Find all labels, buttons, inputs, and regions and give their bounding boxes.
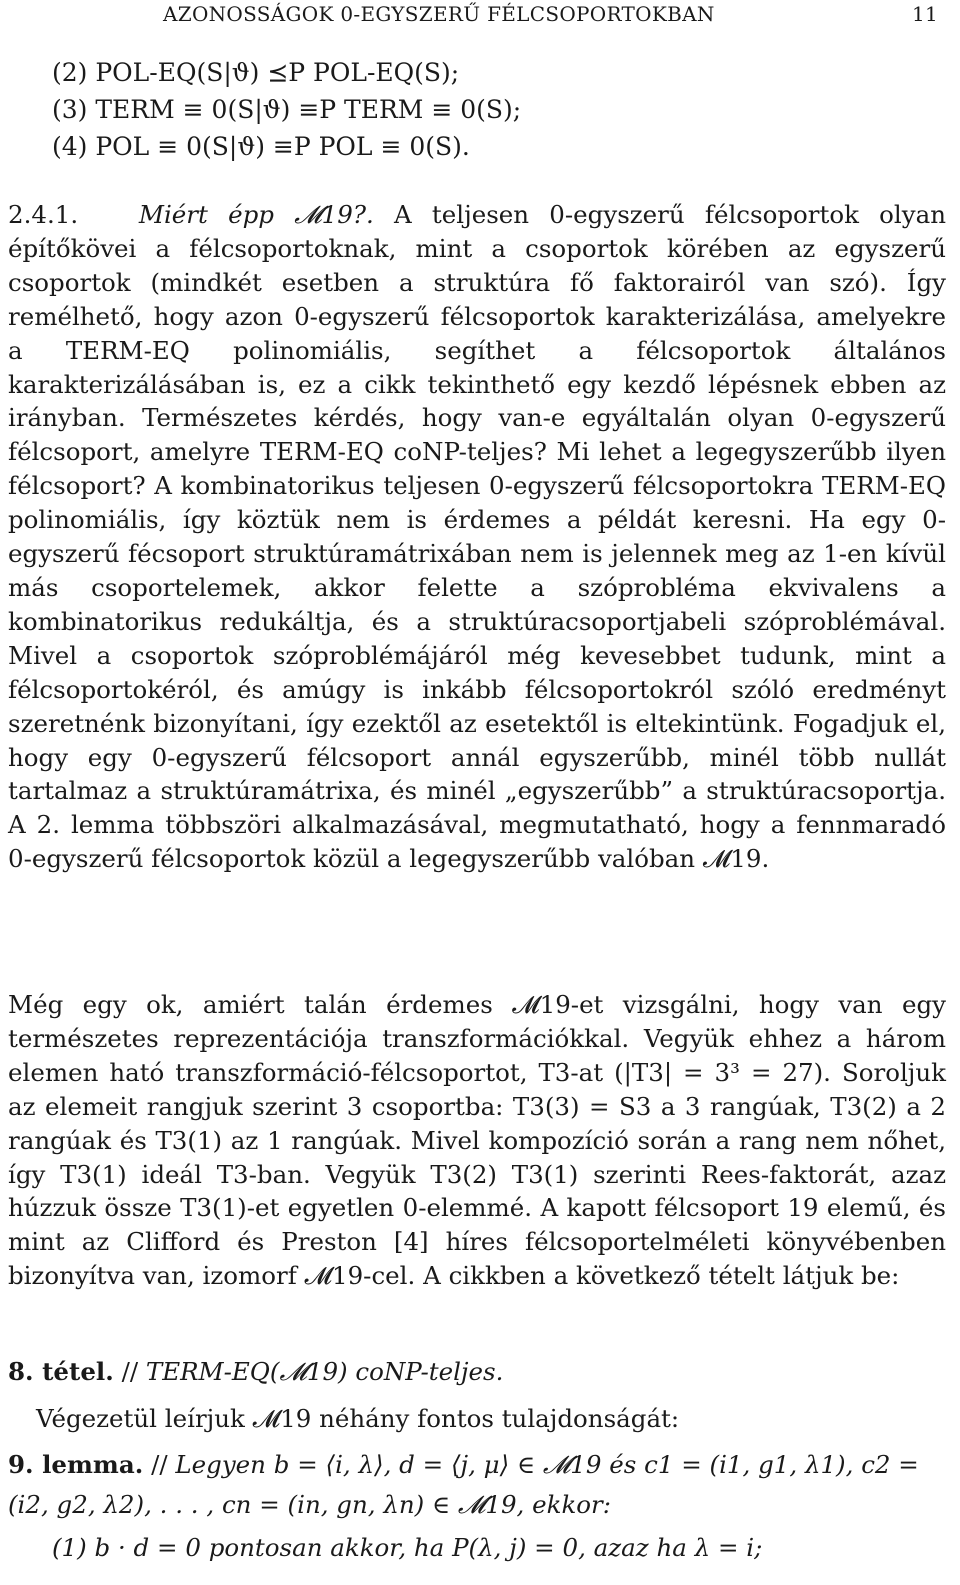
lemma-line-1 (8, 1450, 919, 1479)
lemma-marker: // (151, 1450, 168, 1479)
page-number: 11 (911, 2, 938, 26)
list-item: (4) POL ≡ 0(S|ϑ) ≡P POL ≡ 0(S). (52, 132, 470, 161)
section-heading: Miért épp 𝓜19?. (138, 200, 374, 229)
theorem-label: 8. tétel. (8, 1357, 114, 1386)
lemma-item-1 (52, 1533, 762, 1562)
list-item: (3) TERM ≡ 0(S|ϑ) ≡P TERM ≡ 0(S); (52, 95, 522, 124)
lemma-statement-cont: (i2, g2, λ2), . . . , cn = (in, gn, λn) ∈ 𝓜19, ekkor: (8, 1490, 612, 1519)
theorem-statement: TERM-EQ(𝓜19) coNP-teljes. (145, 1357, 504, 1386)
list-item: (2) POL-EQ(S|ϑ) ⪯P POL-EQ(S); (52, 58, 460, 87)
lemma-line-2 (8, 1490, 611, 1519)
lemma-label: 9. lemma. (8, 1450, 144, 1479)
running-head (8, 2, 948, 32)
lemma-item-text: (1) b · d = 0 pontosan akkor, ha P(λ, j) = 0, azaz ha λ = i; (52, 1533, 763, 1562)
section-paragraph (8, 198, 946, 876)
intro-line: Végezetül leírjuk 𝓜19 néhány fontos tulajdonságát: (36, 1404, 680, 1433)
theorem (8, 1357, 503, 1386)
section-body: A teljesen 0-egyszerű félcsoportok olyan építőkövei a félcsoportoknak, mint a csoportok körében az egyszerű csoportok (mindkét esetben a struktúra fő faktorairól van szó). Így remélhető, hogy azon 0-egyszerű félcsoportok karakterizálása, amelyekre a TERM-EQ polinomiális, segíthet a félcsoportok általános karakterizálásában is, ez a cikk tekinthető egy kezdő lépésnek ebben az irányban. Természetes kérdés, hogy van-e egyáltalán olyan 0-egyszerű félcsoport, amelyre TERM-EQ coNP-teljes? Mi lehet a legegyszerűbb ilyen félcsoport? A kombinatorikus teljesen 0-egyszerű félcsoportokra TERM-EQ polinomiális, így köztük nem is érdemes a példát keresni. Ha egy 0-egyszerű fécsoport struktúramátrixában nem is jelennek meg az 1-en kívül más csoportelemek, akkor felette a szóprobléma ekvivalens a kombinatorikus redukáltja, és a struktúracsoportjabeli szóproblémával. Mivel a csoportok szóproblémájáról még kevesebbet tudunk, mint a félcsoportokéról, és amúgy is inkább félcsoportokról szóló eredményt szeretnénk bizonyítani, így ezektől az esetektől is eltekintünk. Fogadjuk el, hogy egy 0-egyszerű félcsoport annál egyszerűbb, minél több nullát tartalmaz a struktúramátrixa, és minél „egyszerűbb” a struktúracsoportja. A 2. lemma többszöri alkalmazásával, megmutatható, hogy a fennmaradó 0-egyszerű félcsoportok közül a legegyszerűbb valóban 𝓜19. (8, 200, 946, 874)
lemma-statement: Legyen b = ⟨i, λ⟩, d = ⟨j, μ⟩ ∈ 𝓜19 és c1 = (i1, g1, λ1), c2 = (175, 1450, 919, 1479)
paragraph: Még egy ok, amiért talán érdemes 𝓜19-et vizsgálni, hogy van egy természetes reprezentációja transzformációkkal. Vegyük ehhez a három elemen ható transzformáció-félcsoportot, T3-at (|T3| = 3³ = 27). Soroljuk az elemeit rangjuk szerint 3 csoportba: T3(3) = S3 a 3 rangúak, T3(2) a 2 rangúak és T3(1) az 1 rangúak. Mivel kompozíció során a rang nem nőhet, így T3(1) ideál T3-ban. Vegyük T3(2) T3(1) szerinti Rees-faktorát, azaz húzzuk össze T3(1)-et egyetlen 0-elemmé. A kapott félcsoport 19 elemű, és mint az Clifford és Preston [4] híres félcsoportelméleti könyvébenben bizonyítva van, izomorf 𝓜19-cel. A cikkben a következő tételt látjuk be: (8, 990, 946, 1291)
section-number: 2.4.1. (8, 200, 79, 229)
theorem-marker: // (121, 1357, 139, 1386)
running-title: AZONOSSÁGOK 0-EGYSZERŰ FÉLCSOPORTOKBAN (163, 2, 715, 26)
